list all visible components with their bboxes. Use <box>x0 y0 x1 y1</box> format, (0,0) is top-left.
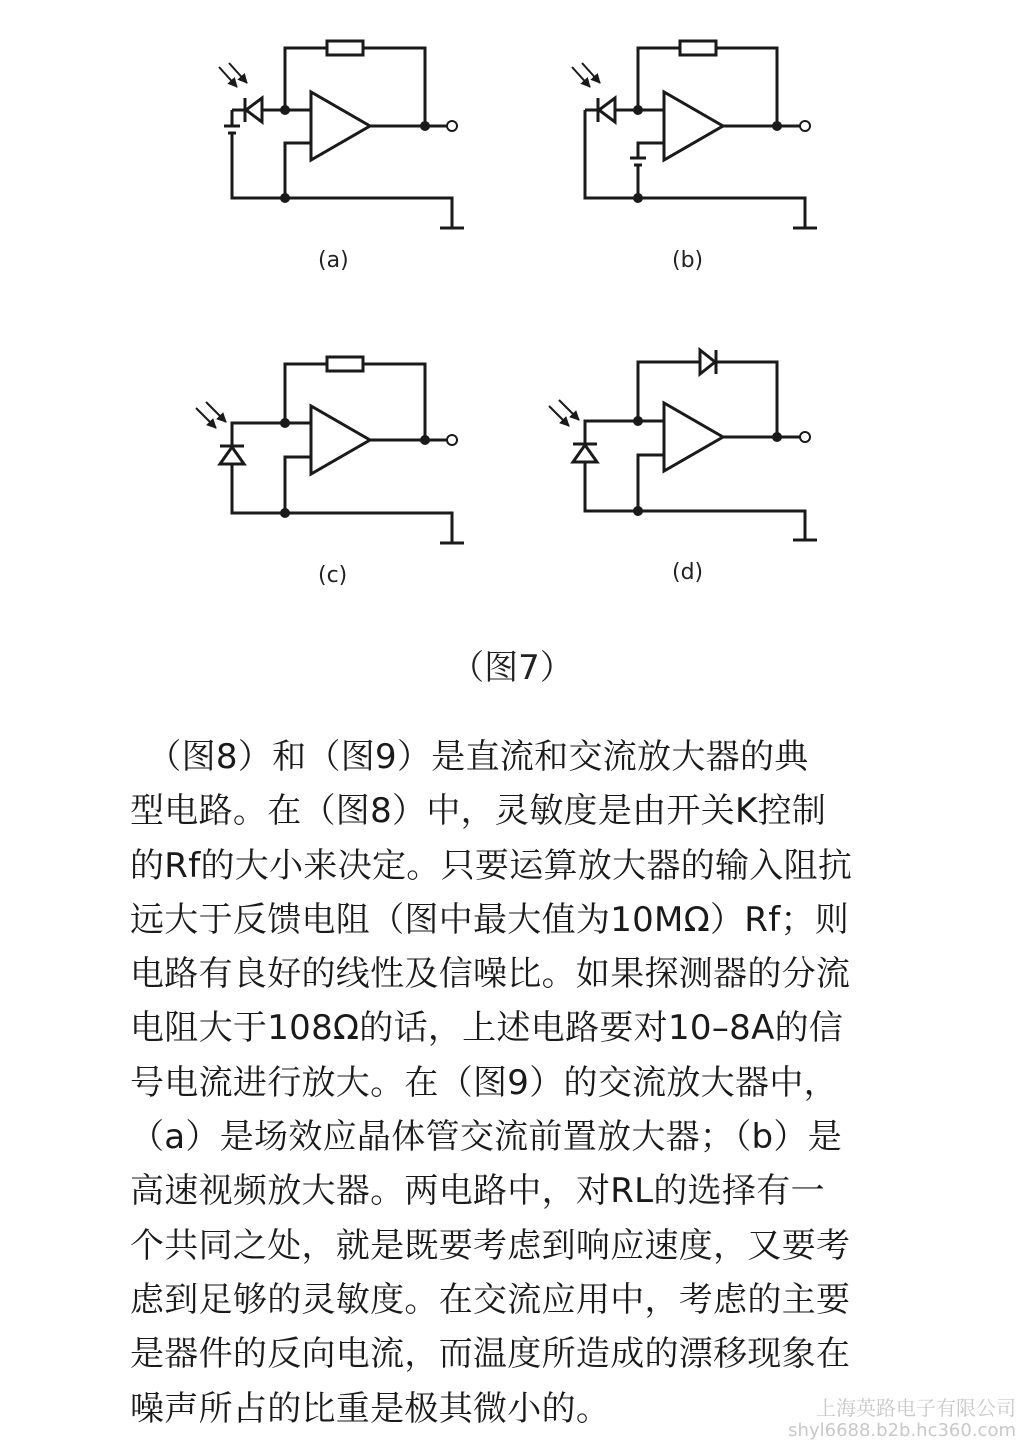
paragraph-line: 远大于反馈电阻（图中最大值为10MΩ）Rf；则 <box>130 899 850 940</box>
feedback-resistor <box>327 357 363 371</box>
paragraph-line: 个共同之处，就是既要考虑到响应速度，又要考 <box>130 1225 851 1266</box>
paragraph-line: 的Rf的大小来决定。只要运算放大器的输入阻抗 <box>130 845 853 886</box>
photodiode <box>246 98 262 122</box>
photodiode <box>573 445 597 462</box>
paragraph-line: 电阻大于108Ω的话，上述电路要对10–8A的信 <box>130 1008 844 1049</box>
paragraph-line: 型电路。在（图8）中，灵敏度是由开关K控制 <box>130 791 827 832</box>
paragraph-line: 号电流进行放大。在（图9）的交流放大器中， <box>130 1062 838 1103</box>
op-amp <box>311 406 370 474</box>
subfigure-label-b: (b) <box>672 248 704 273</box>
output-terminal <box>447 435 457 445</box>
watermark <box>788 1396 1016 1442</box>
circuit-c <box>196 357 464 543</box>
paragraph-line: 高速视频放大器。两电路中，对RL的选择有一 <box>130 1171 825 1212</box>
output-terminal <box>800 432 810 442</box>
subfigure-label-c: (c) <box>318 563 348 588</box>
figure-caption: （图7） <box>450 648 574 688</box>
op-amp <box>311 92 370 160</box>
paragraph-line: 虑到足够的灵敏度。在交流应用中，考虑的主要 <box>130 1279 851 1320</box>
watermark-site: shyl6688.b2b.hc360.com <box>788 1420 1016 1441</box>
op-amp <box>664 403 723 471</box>
watermark-company: 上海英路电子有限公司 <box>816 1396 1016 1420</box>
output-terminal <box>800 121 810 131</box>
circuit-a <box>219 41 464 228</box>
paragraph-line: 电路有良好的线性及信噪比。如果探测器的分流 <box>130 954 851 995</box>
paragraph-line: （图8）和（图9）是直流和交流放大器的典 <box>130 737 809 777</box>
feedback-resistor <box>327 41 363 55</box>
photodiode <box>599 98 615 122</box>
paragraph-line: （a）是场效应晶体管交流前置放大器；（b）是 <box>130 1117 843 1158</box>
output-terminal <box>447 121 457 131</box>
body-paragraph <box>130 730 920 1436</box>
circuit-b <box>572 41 817 228</box>
circuit-d <box>549 350 817 540</box>
op-amp <box>664 92 723 160</box>
circuit-diagrams <box>0 0 1024 640</box>
feedback-resistor <box>680 41 716 55</box>
subfigure-label-d: (d) <box>672 560 704 585</box>
feedback-diode <box>700 350 715 374</box>
paragraph-line: 噪声所占的比重是极其微小的。 <box>130 1388 611 1429</box>
paragraph-line: 是器件的反向电流，而温度所造成的漂移现象在 <box>130 1334 851 1375</box>
subfigure-label-a: (a) <box>318 248 349 273</box>
photodiode <box>220 447 244 464</box>
